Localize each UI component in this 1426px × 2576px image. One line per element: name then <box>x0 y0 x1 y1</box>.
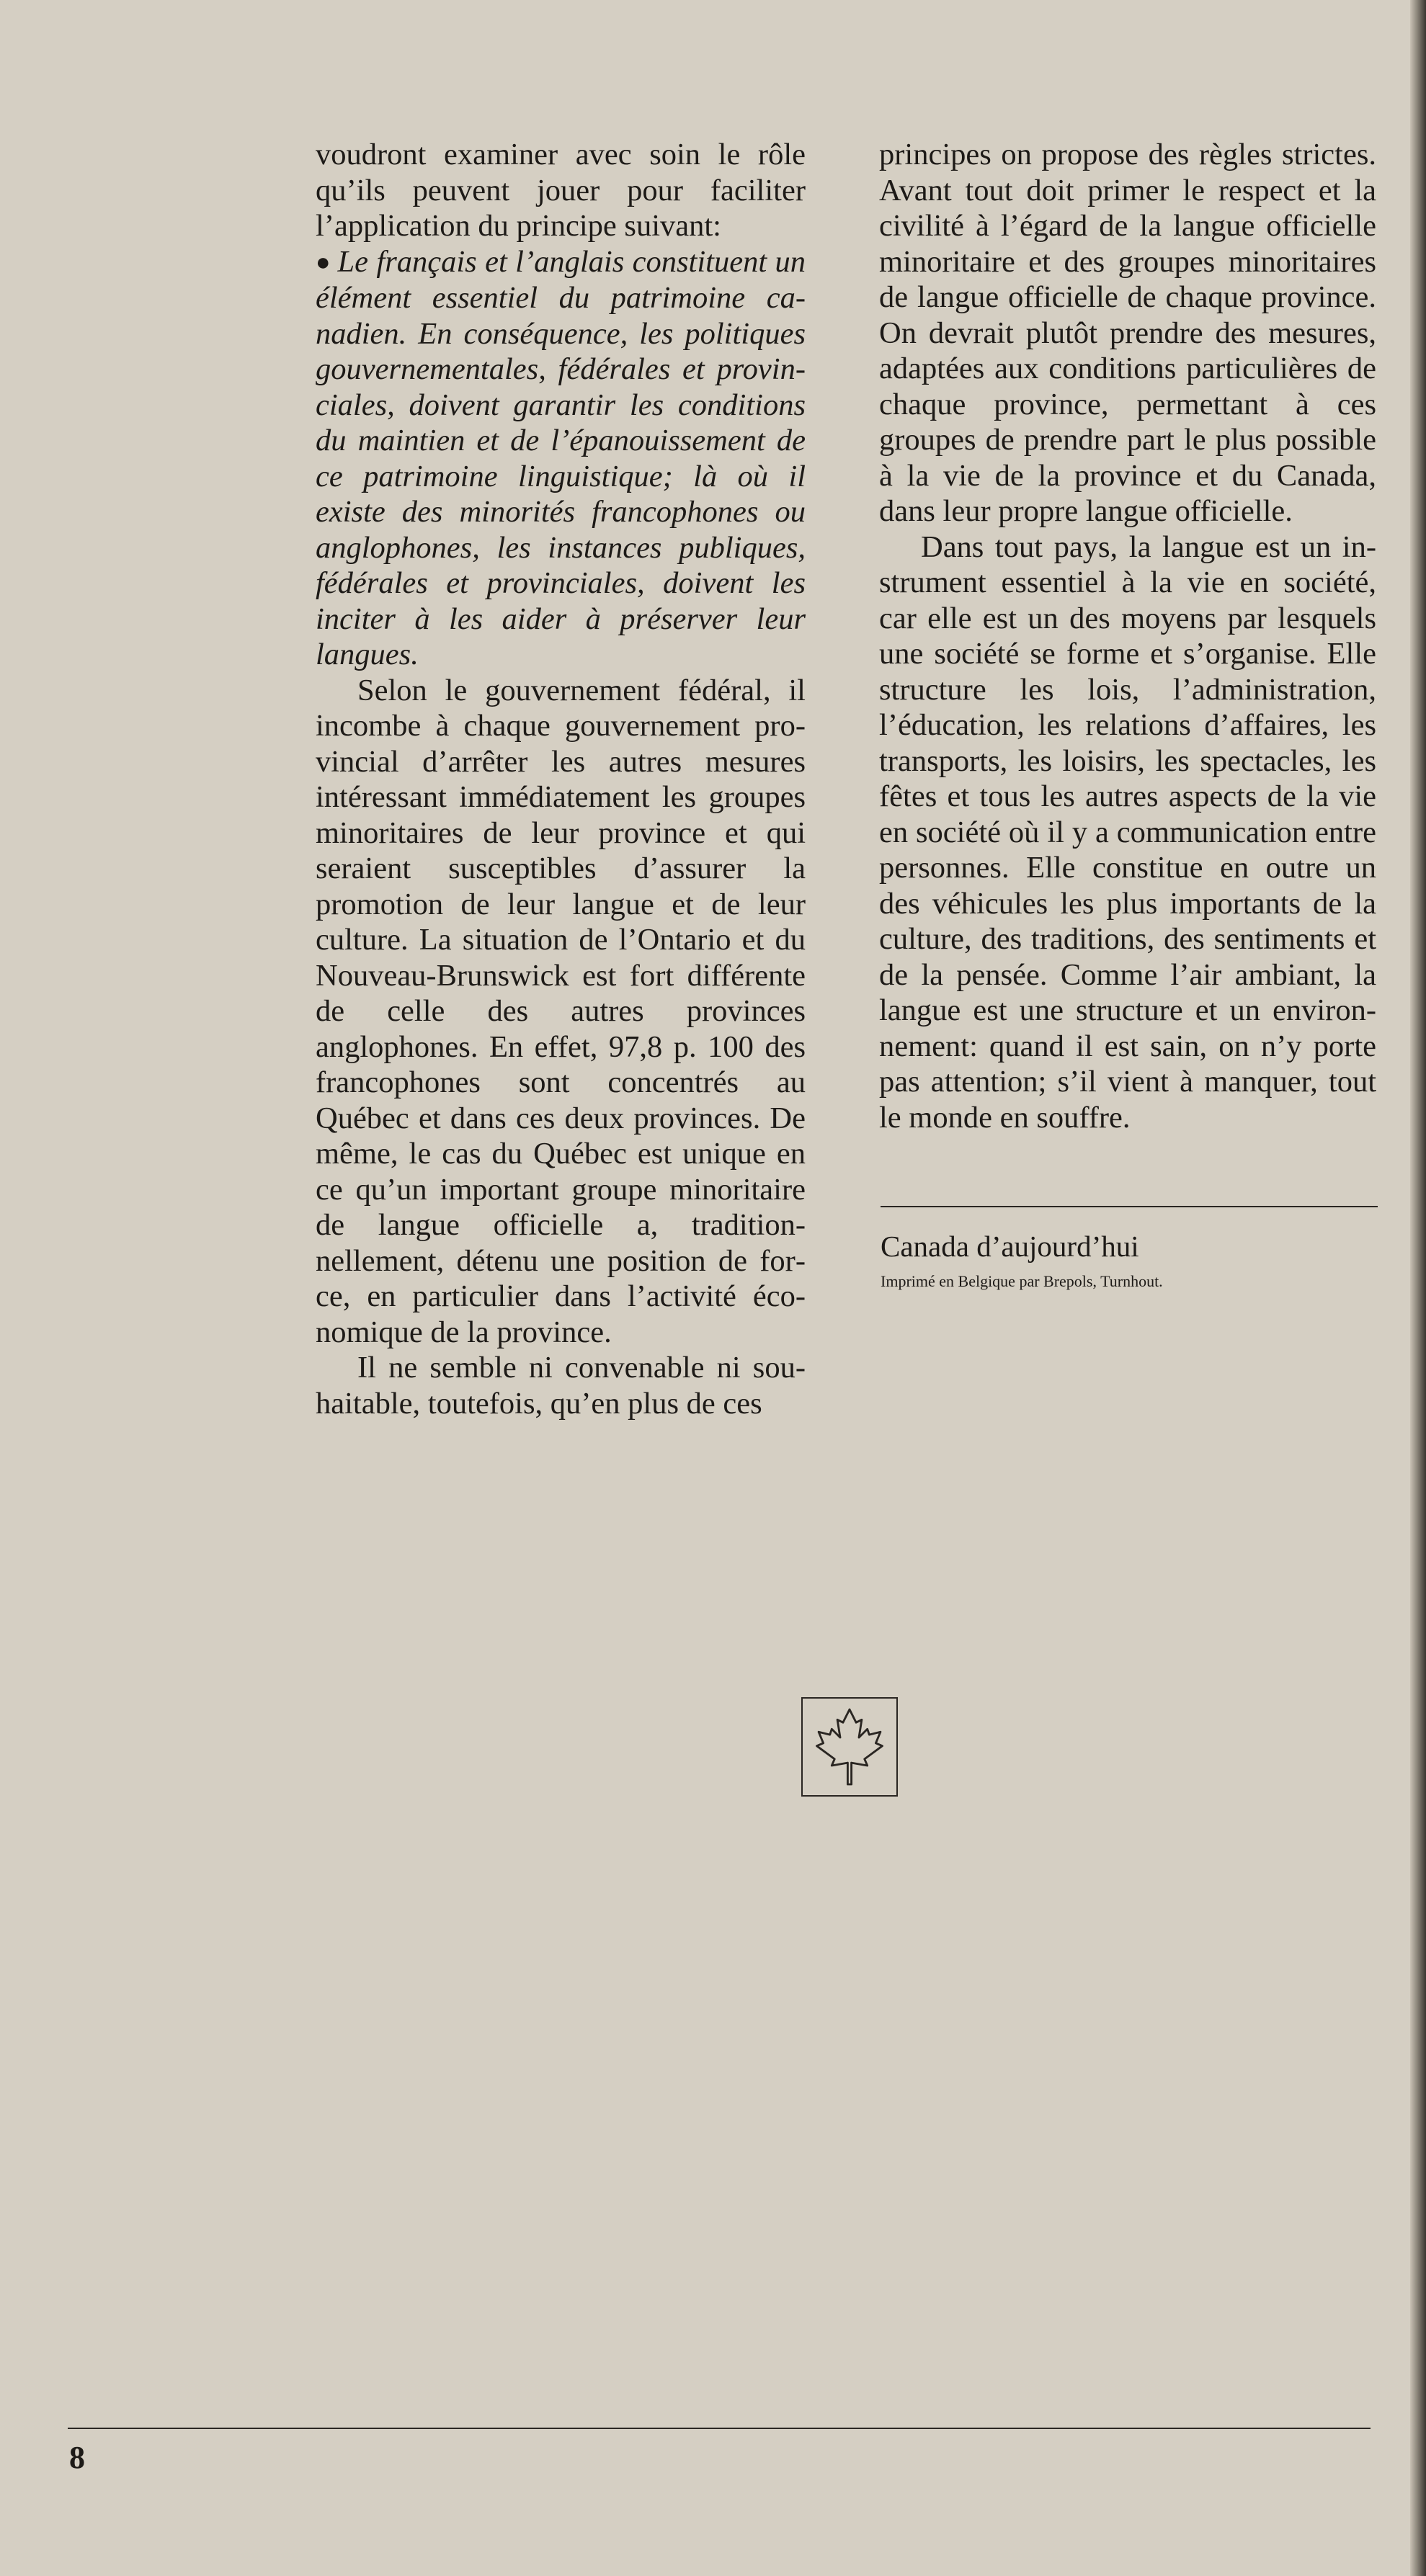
bullet-icon: ● <box>316 249 331 276</box>
printer-credit: Imprimé en Belgique par Brepols, Turnhout. <box>881 1272 1163 1290</box>
left-paragraph-1: voudront examiner avec soin le rôle qu’ils peuvent jouer pour faciliter l’application du principe suivant: <box>316 138 806 243</box>
page-binding-edge <box>1410 0 1426 2576</box>
right-paragraph-2: Dans tout pays, la langue est un instrument essentiel à la vie en société, car elle est un des moyens par lesquels une société se forme et s’organise. Elle structure les lois, l’administration, l’éducation, les relations d’affaires, les transports, les loisirs, les spectacles, les fêtes et tous les autres aspects de la vie en société où il y a communication entre personnes. Elle constitue en outre un des véhicules les plus importants de la culture, des traditions, des sentiments et de la pensée. Comme l’air ambiant, la langue est une structure et un environnement: quand il est sain, on n’y porte pas attention; s’il vient à manquer, tout le monde en souffre. <box>879 529 1376 1135</box>
left-paragraph-3: Il ne semble ni convenable ni souhaitable, toutefois, qu’en plus de ces <box>316 1351 806 1421</box>
footer-divider <box>68 2428 1371 2429</box>
left-column <box>316 137 806 1421</box>
principle-statement <box>316 244 806 673</box>
maple-leaf-emblem <box>801 1697 898 1797</box>
series-title: Canada d’aujourd’hui <box>881 1230 1139 1263</box>
page-number: 8 <box>69 2440 85 2475</box>
right-paragraph-1: principes on propose des règles strictes. Avant tout doit primer le respect et la civilité à l’égard de la langue officielle minoritaire et des groupes minoritaires de langue officielle de chaque province. On devrait plutôt prendre des mesures, adaptées aux conditions particulières de chaque province, permettant à ces groupes de prendre part le plus possible à la vie de la province et du Canada, dans leur propre langue officielle. <box>879 138 1376 528</box>
left-paragraph-2: Selon le gouvernement fédéral, il incombe à chaque gouvernement provincial d’arrêter les autres mesures intéressant immédiatement les groupes minoritaires de leur province et qui seraient susceptibles d’assurer la promotion de leur langue et de leur culture. La situation de l’Ontario et du Nouveau-Brunswick est fort différente de celle des autres provinces anglophones. En effet, 97,8 p. 100 des francophones sont concentrés au Québec et dans ces deux provinces. De même, le cas du Québec est unique en ce qu’un important groupe minoritaire de langue officielle a, traditionnellement, détenu une position de force, en particulier dans l’activité économique de la province. <box>316 673 806 1349</box>
principle-text: Le français et l’anglais constituent un élément essentiel du patrimoine canadien. En conséquence, les politiques gouvernementales, fédérales et provinciales, doivent garantir les conditions du maintien et de l’épanouissement de ce patrimoine linguistique; là où il existe des minorités francophones ou anglophones, les instances publiques, fédérales et provinciales, doivent les inciter à les aider à préserver leur langues. <box>316 244 806 671</box>
maple-leaf-icon <box>803 1699 896 1795</box>
right-column <box>879 137 1376 1135</box>
credit-divider <box>881 1206 1378 1207</box>
